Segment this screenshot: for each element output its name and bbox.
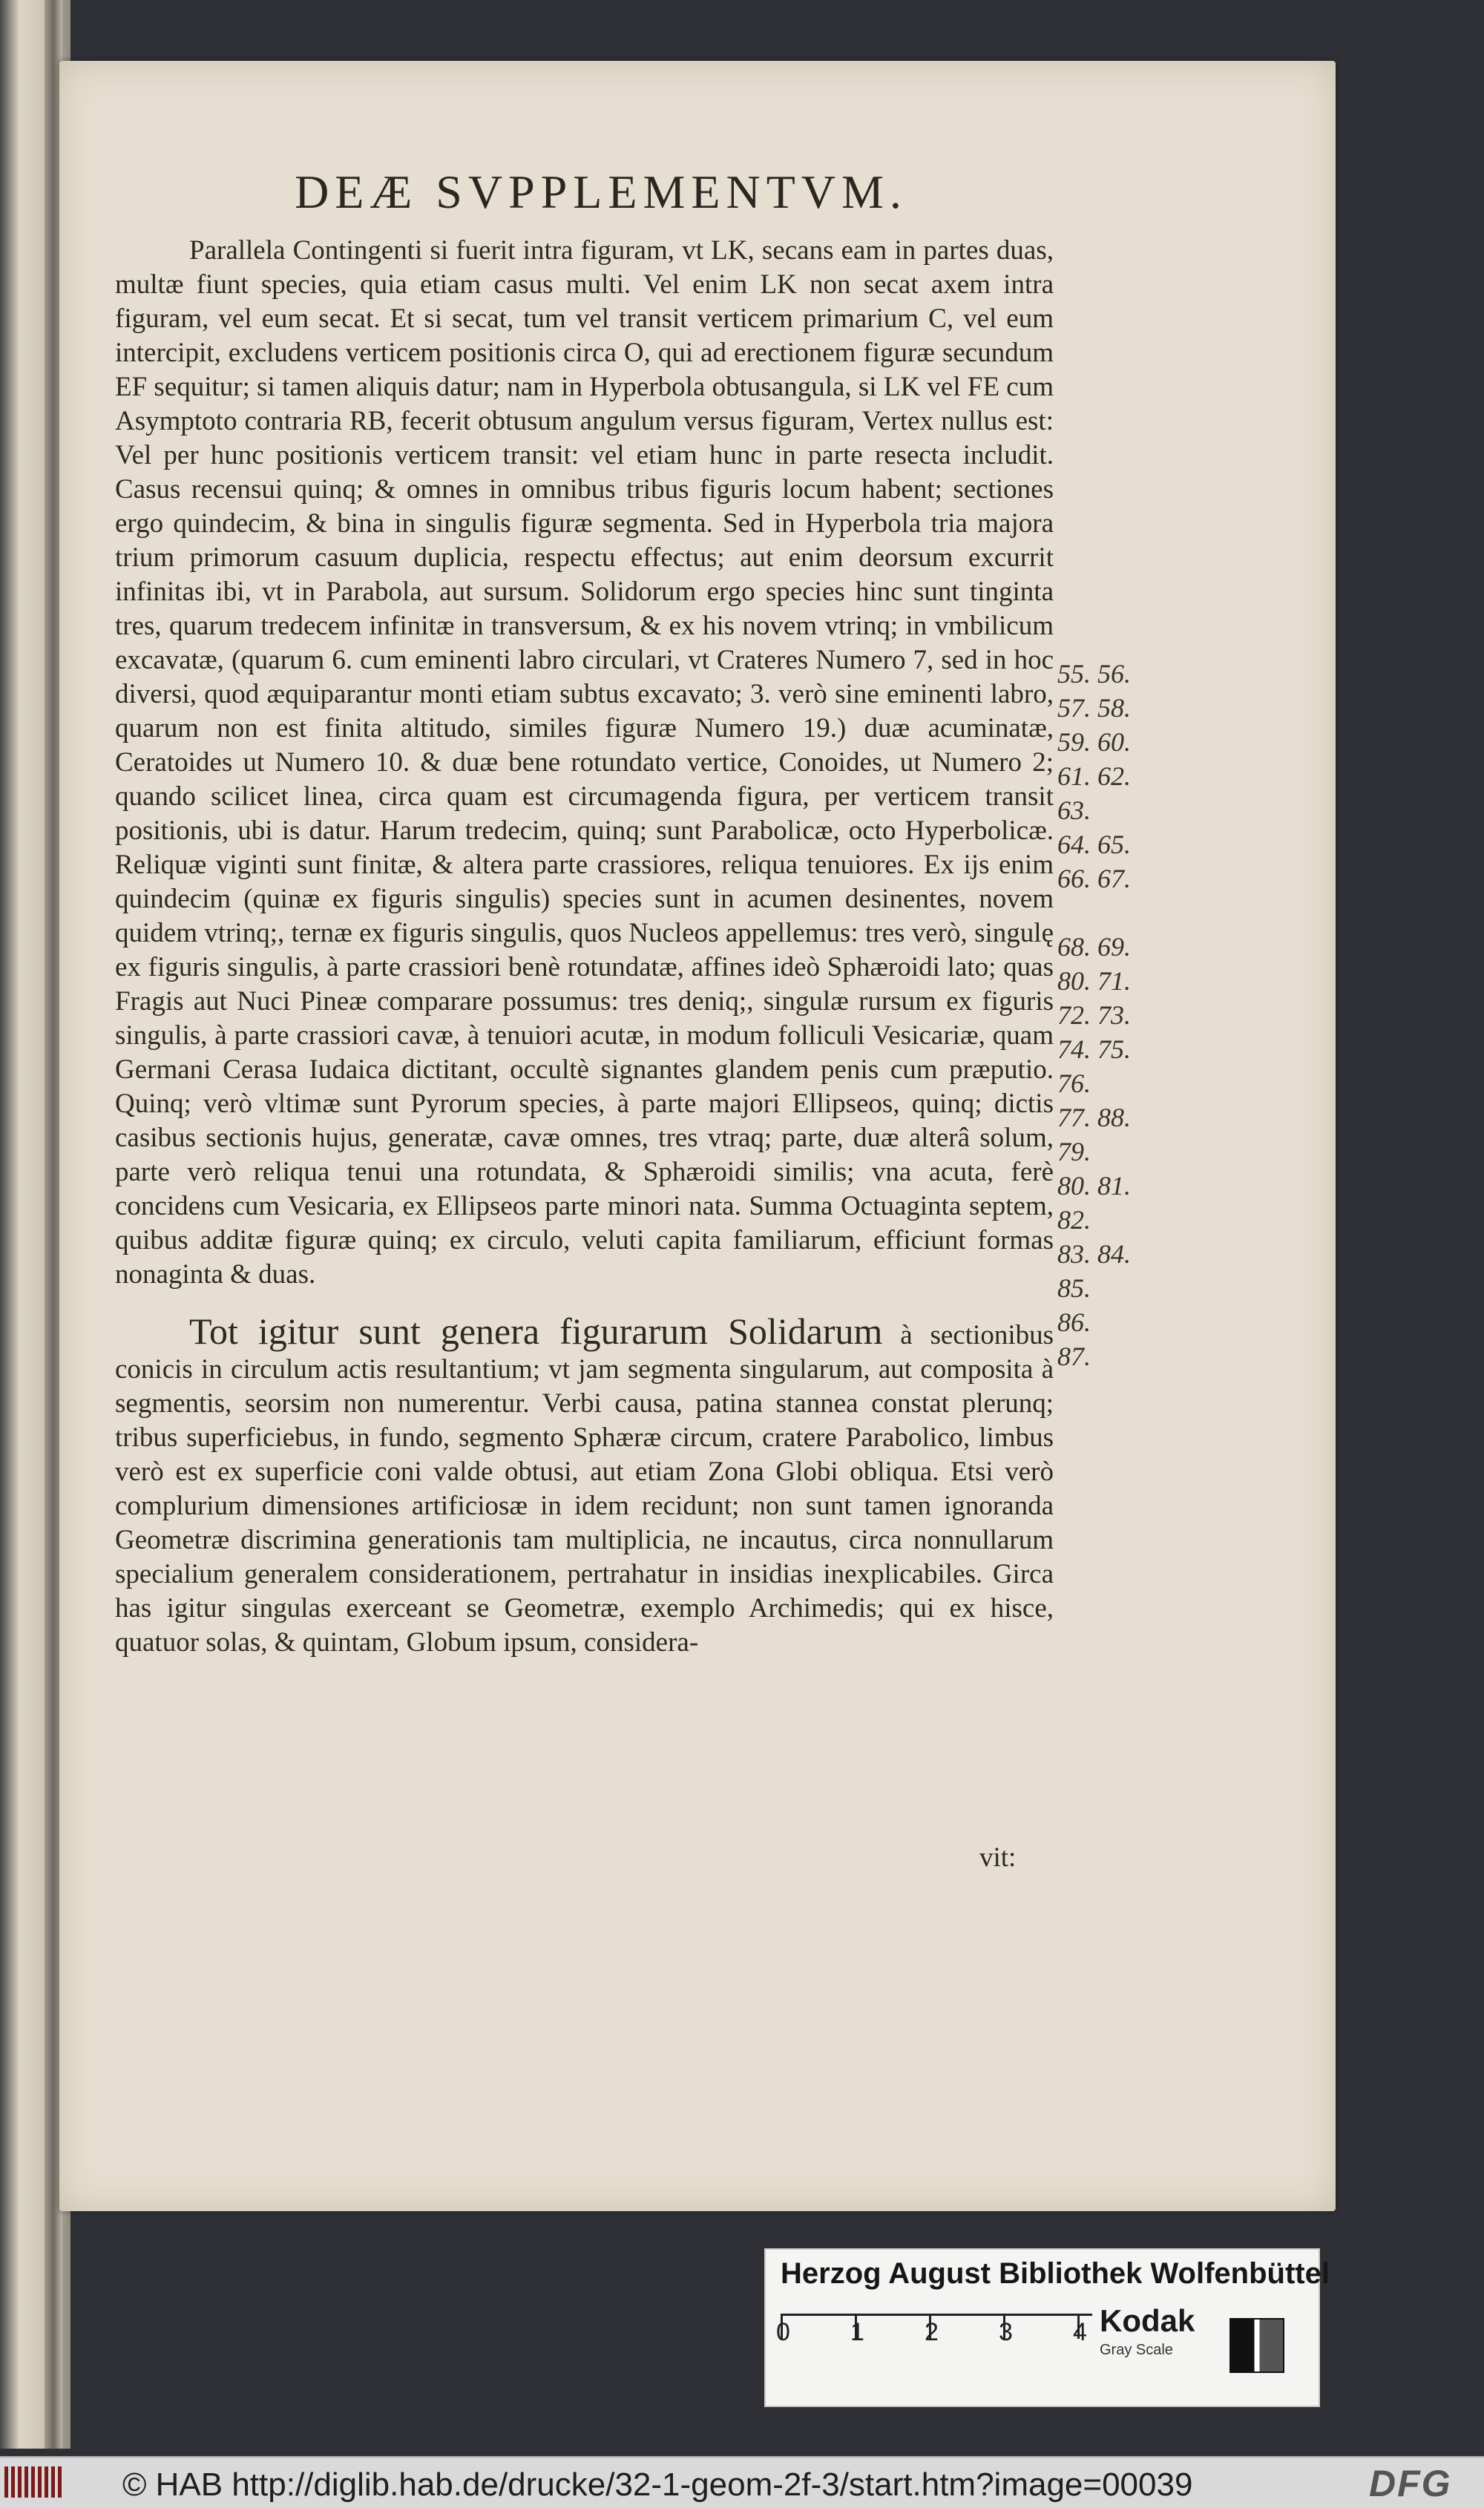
margin-number: 74. 75. — [1057, 1034, 1131, 1064]
scale-label: 4 — [1073, 2318, 1087, 2346]
hab-barcode-icon — [4, 2466, 64, 2498]
margin-number: 68. 69. — [1057, 932, 1131, 962]
color-target-card — [764, 2248, 1330, 2407]
margin-number: 86. — [1057, 1307, 1091, 1337]
margin-number — [1057, 896, 1169, 930]
paragraph-2-text: à sectionibus conicis in circulum actis resultantium; vt jam segmenta singularum, aut composita à segmentis, seorsim non numerentur. Verbi causa, patina stannea constat plerunq; tribus superficiebus, in fundo, segmento Sphæræ circum, cratere Parabolico, limbus verò est ex superficie coni valde obtusi, aut etiam Zona Globi obliqua. Etsi verò complurium dimensiones artificiosæ in idem recidunt; non sunt tamen ignoranda Geometræ discrimina generationis tam multiplicia, ne incautus, circa nonnullarum specialium generalem considerationem, pertrahatur in insidias inexplicabiles. Girca has igitur singulas exerceant se Geometræ, exemplo Archimedis; qui ex hisce, quatuor solas, & quintam, Globum ipsum, considera- — [115, 1320, 1054, 1658]
footer-bar — [0, 2456, 1484, 2508]
margin-number: 87. — [1057, 1342, 1091, 1371]
margin-number: 72. 73. — [1057, 1000, 1131, 1030]
margin-number: 79. — [1057, 1137, 1091, 1166]
margin-number: 55. 56. — [1057, 659, 1131, 689]
scale-label: 0 — [776, 2318, 790, 2346]
target-title: Herzog August Bibliothek Wolfenbüttel — [781, 2257, 1330, 2290]
scale-label: 2 — [925, 2318, 939, 2346]
margin-number: 76. — [1057, 1068, 1091, 1098]
margin-number: 57. 58. — [1057, 693, 1131, 723]
margin-number: 80. 81. — [1057, 1171, 1131, 1201]
kodak-logo: Kodak — [1100, 2303, 1195, 2338]
margin-number: 80. 71. — [1057, 966, 1131, 996]
margin-number: 59. 60. — [1057, 727, 1131, 757]
footer-url-link[interactable]: © HAB http://diglib.hab.de/drucke/32-1-geom-2f-3/start.htm?image=00039 — [122, 2466, 1193, 2503]
scale-label: 1 — [850, 2318, 864, 2346]
gray-scale-label: Gray Scale — [1100, 2342, 1173, 2358]
margin-number: 77. 88. — [1057, 1103, 1131, 1132]
scale-label: 3 — [999, 2318, 1013, 2346]
paragraph-1: Parallela Contingenti si fuerit intra figuram, vt LK, secans eam in partes duas, multæ fiunt species, quia etiam casus multi. Vel enim LK non secat axem intra figuram, vel eum secat. Et si secat, tum vel transit verticem primarium C, vel eum intercipit, excludens verticem positionis circa O, qui ad erectionem figuræ secundum EF sequitur; si tamen aliquis datur; nam in Hyperbola obtusangula, si LK vel FE cum Asymptoto contraria RB, fecerit obtusum angulum versus figuram, Vertex nullus est: Vel per hunc positionis verticem transit: vel etiam hunc in parte resecta includit. Casus recensui quinq; & omnes in omnibus tribus figuris locum habent; sectiones ergo quindecim, & bina in singulis figuræ segmenta. Sed in Hyperbola tria majora trium primorum casuum duplicia, respectu effectus; aut enim deorsum excurrit infinitas ibi, vt in Parabola, aut sursum. Solidorum ergo species hinc sunt tinginta tres, quarum tredecem infinitæ in transversum, & ex his novem vtrinq; in vmbilicum excavatæ, (quarum 6. cum eminenti labro circulari, vt Crateres Numero 7, sed in hoc diversi, quod æquiparantur monti etiam subtus excavato; 3. verò sine eminenti labro, quarum non est finita altitudo, similes figuræ Numero 19.) duæ acuminatæ, Ceratoides ut Numero 10. & duæ bene rotundato vertice, Conoides, ut Numero 2; quando scilicet linea, circa quam est circumagenda figura, per verticem transit positionis, ubi is datur. Harum tredecim, quinq; sunt Parabolicæ, octo Hyperbolicæ. Reliquæ viginti sunt finitæ, & altera parte crassiores, reliqua tenuiores. Ex ijs enim quindecim (quinæ ex figuris singulis) species sunt in acumen desinentes, novem quidem vtrinq;, ternæ ex figuris singulis, quos Nucleos appellemus: tres verò, singulę ex figuris singulis, à parte crassiori benè rotundatæ, affines ideò Sphæroidi lato; quas Fragis aut Nuci Pineæ comparare possumus: tres deniq;, singulæ rursum ex figuris singulis, à parte crassiori cavæ, à tenuiori acutæ, in modum folliculi Vesicariæ, quam Germani Cerasa Iudaica dictitant, occultè signantes glandem penis cum præputio. Quinq; verò vltimæ sunt Pyrorum species, à parte majori Ellipseos, quinq; dictis casibus sectionis hujus, generatæ, cavæ omnes, tres vtraq; parte, duæ alterâ solum, parte verò reliqua tenui una rotundata, & Sphæroidi similis; vna acuta, ferè concidens cum Vesicaria, ex Ellipseos parte minori nata. Summa Octuaginta septem, quibus additæ figuræ quinq; ex circulo, veluti capita familiarum, efficiunt formas nonaginta & duas. — [115, 235, 1054, 1290]
dfg-logo: DFG — [1369, 2463, 1452, 2504]
margin-number: 85. — [1057, 1273, 1091, 1303]
margin-figure-numbers — [1057, 657, 1169, 1373]
margin-number: 64. 65. — [1057, 830, 1131, 859]
margin-number: 63. — [1057, 795, 1091, 825]
catchword: vit: — [979, 1842, 1017, 1873]
margin-number: 61. 62. — [1057, 761, 1131, 791]
margin-number: 82. — [1057, 1205, 1091, 1235]
paragraph-2 — [115, 1310, 1054, 1660]
page-heading: DEÆ SVPPLEMENTVM. — [295, 165, 907, 218]
page-body — [115, 234, 1054, 1660]
paragraph-2-lead: Tot igitur sunt genera figurarum Solidarum — [189, 1310, 883, 1352]
margin-number: 66. 67. — [1057, 864, 1131, 893]
margin-number: 83. 84. — [1057, 1239, 1131, 1269]
gray-scale-patch — [1229, 2318, 1284, 2373]
